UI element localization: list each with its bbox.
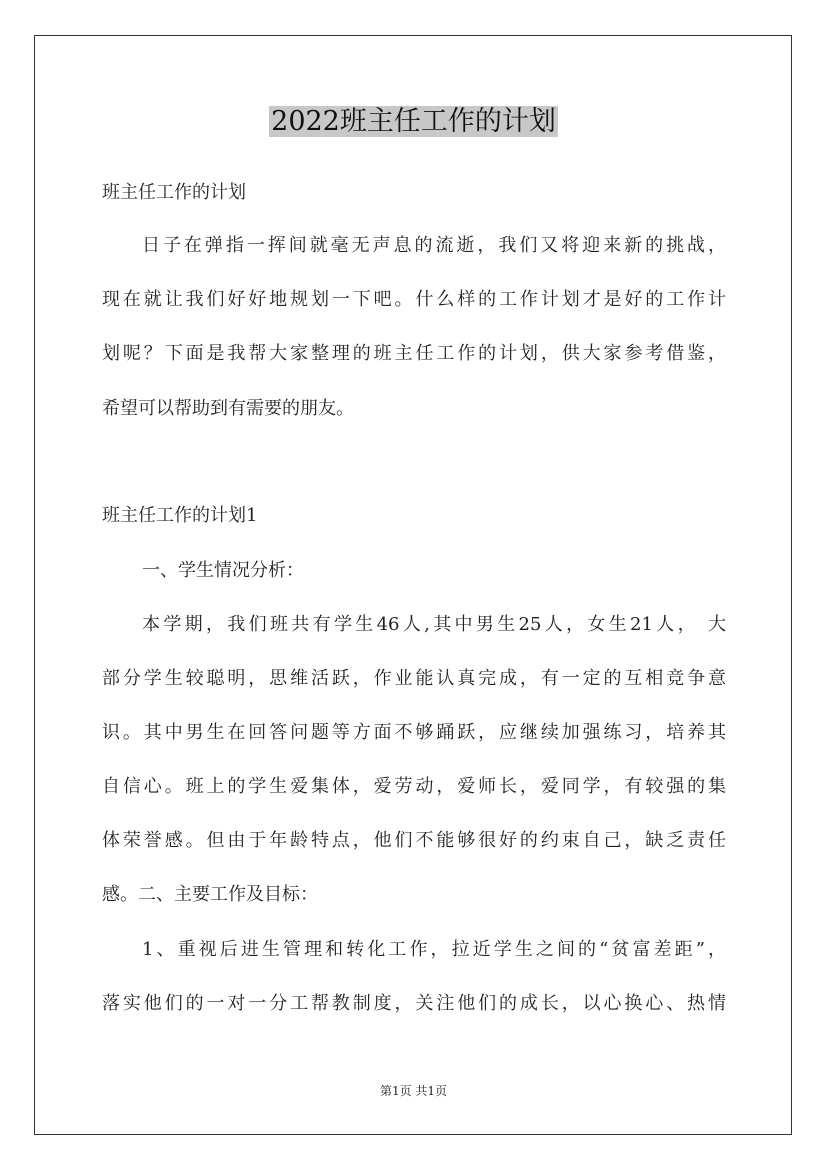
intro-line-2: 现在就让我们好好地规划一下吧。什么样的工作计划才是好的工作计 [102,289,726,310]
para1-line-6: 感。二、主要工作及目标： [102,884,318,905]
para2-line-2: 落实他们的一对一分工帮教制度，关注他们的成长，以心换心、热情 [102,993,726,1014]
section-title: 班主任工作的计划1 [102,505,258,526]
document-title [0,103,827,141]
para1-line-2: 部分学生较聪明，思维活跃，作业能认真完成，有一定的互相竞争意 [102,668,726,689]
para1-line-5: 体荣誉感。但由于年龄特点，他们不能够很好的约束自己，缺乏责任 [102,830,726,851]
intro-line-4: 希望可以帮助到有需要的朋友。 [102,398,354,419]
heading-student-analysis: 一、学生情况分析： [142,560,304,581]
page-footer: 第1页 共1页 [379,1084,448,1098]
intro-line-1: 日子在弹指一挥间就毫无声息的流逝，我们又将迎来新的挑战， [142,235,726,256]
para1-line-3: 识。其中男生在回答问题等方面不够踊跃，应继续加强练习，培养其 [102,722,726,743]
intro-line-3: 划呢？下面是我帮大家整理的班主任工作的计划，供大家参考借鉴， [102,343,726,364]
subtitle: 班主任工作的计划 [102,182,246,203]
title-text: 2022班主任工作的计划 [271,106,556,137]
para2-line-1: 1、重视后进生管理和转化工作，拉近学生之间的“贫富差距”， [142,939,726,960]
para1-line-4: 自信心。班上的学生爱集体，爱劳动，爱师长，爱同学，有较强的集 [102,776,726,797]
para1-line-1: 本学期，我们班共有学生46人,其中男生25人，女生21人， 大 [142,614,726,635]
